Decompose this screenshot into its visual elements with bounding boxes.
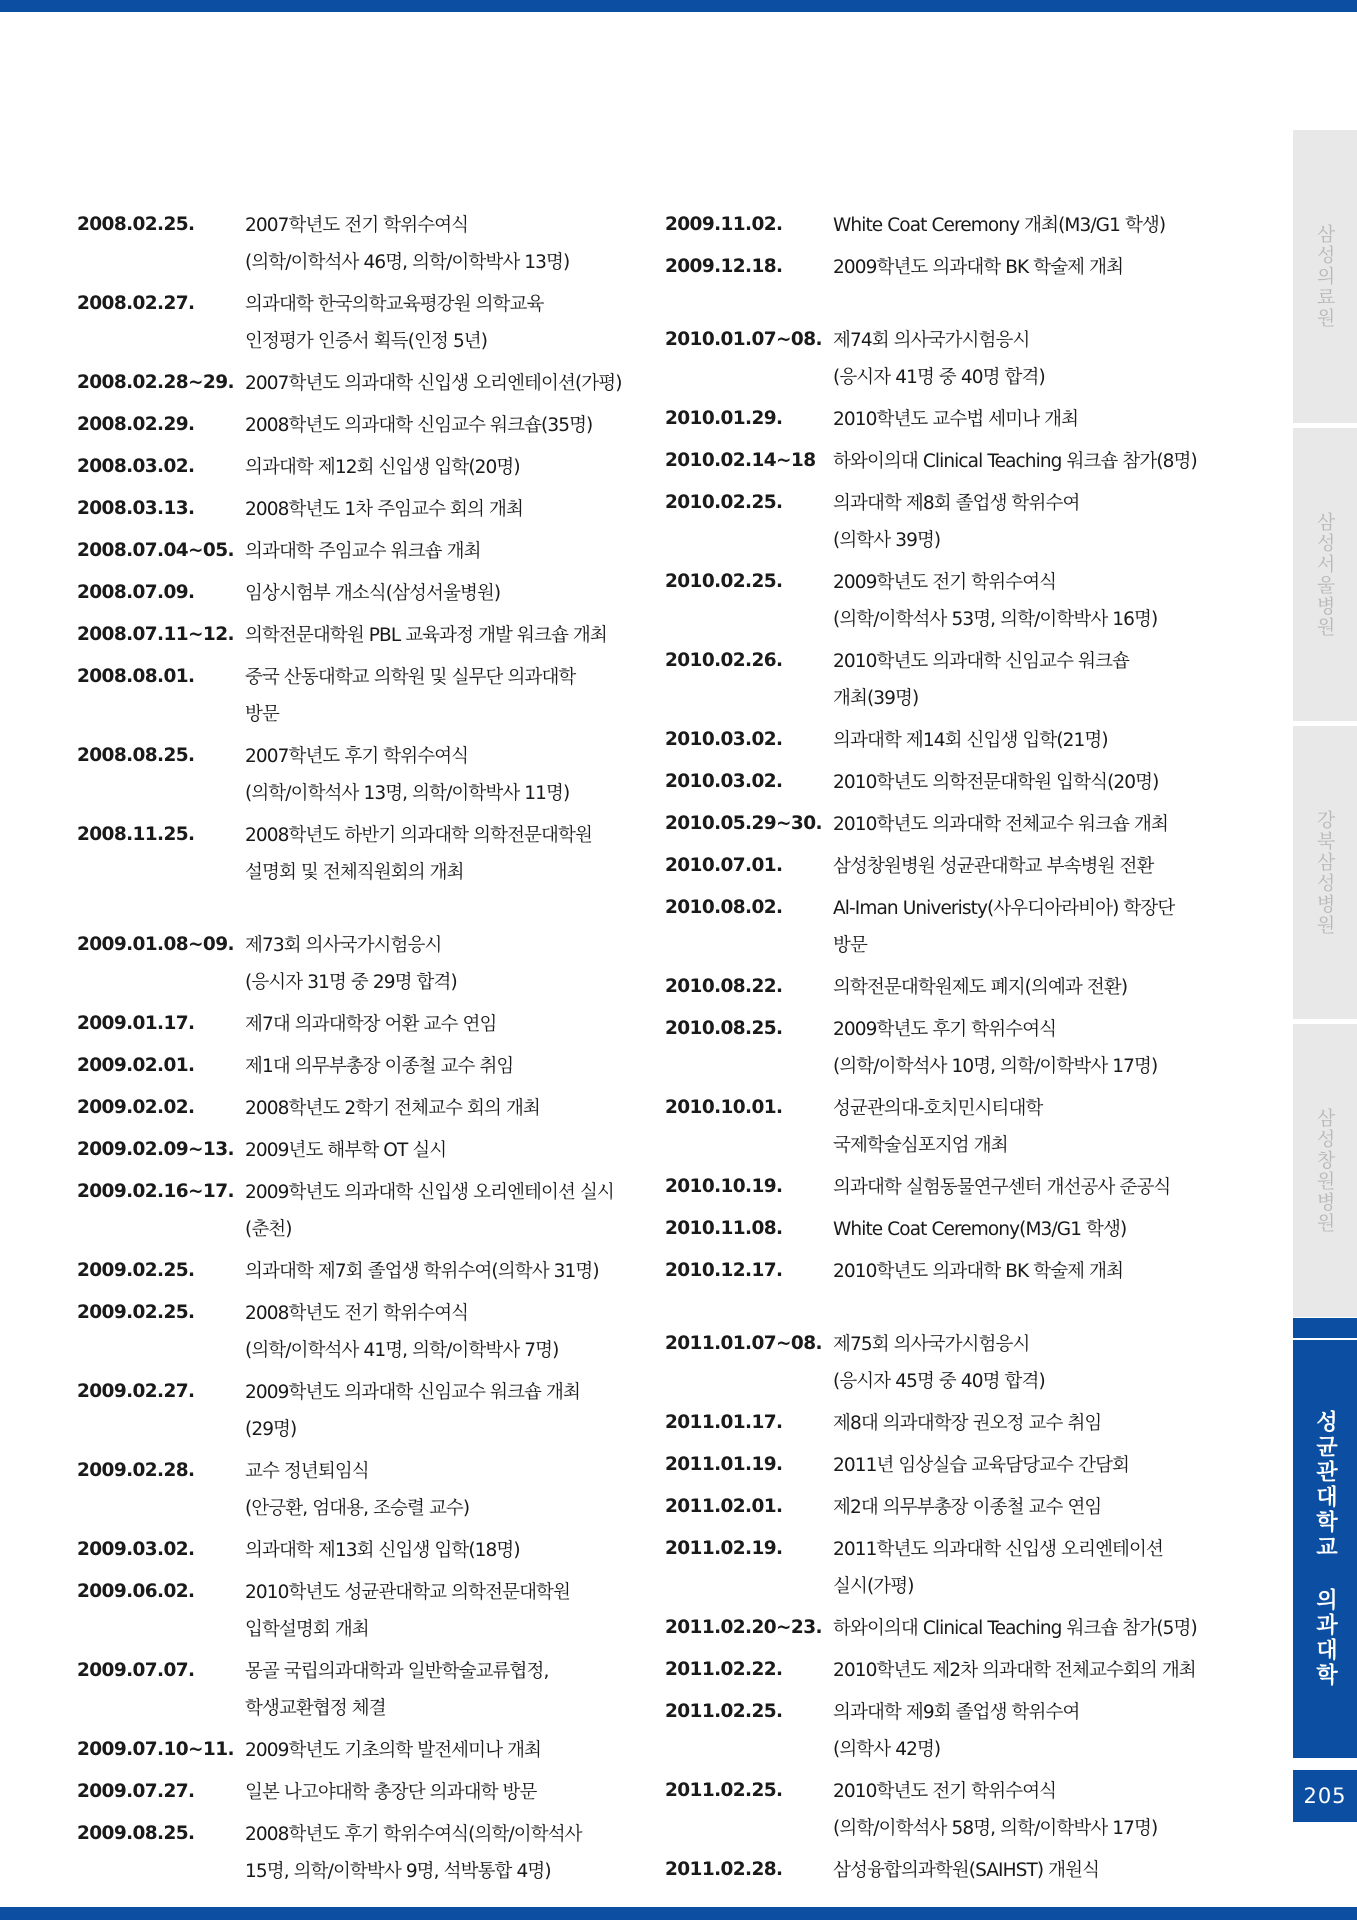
timeline-description-line: 설명회 및 전체직원회의 개최 (245, 862, 464, 883)
timeline-date: 2008.08.25. (77, 745, 195, 766)
timeline-date: 2010.07.01. (665, 855, 783, 876)
timeline-description-line: 방문 (833, 935, 867, 956)
timeline-date: 2011.02.19. (665, 1538, 783, 1559)
timeline-description (833, 1090, 1265, 1164)
timeline-description (833, 1652, 1265, 1689)
timeline-description-line: (의학/이학석사 58명, 의학/이학박사 17명) (833, 1818, 1158, 1839)
timeline-description-line: 2009학년도 의과대학 신입생 오리엔테이션 실시 (245, 1182, 614, 1203)
timeline-description (245, 927, 637, 1001)
timeline-date: 2010.08.22. (665, 976, 783, 997)
side-tab-label: 강북삼성병원 (1313, 809, 1336, 936)
timeline-entry (77, 1453, 637, 1527)
timeline-description (245, 1132, 637, 1169)
side-tab-label: 성균관대학교 의과대학 (1312, 1410, 1338, 1688)
timeline-description (833, 1694, 1265, 1768)
top-accent-bar (0, 0, 1357, 12)
timeline-description-line: (29명) (245, 1419, 297, 1440)
timeline-description (245, 659, 637, 733)
timeline-description-line: Al-Iman Univeristy(사우디아라비아) 학장단 (833, 898, 1175, 919)
timeline-description (833, 969, 1265, 1006)
timeline-description (245, 1653, 637, 1727)
timeline-description-line: 2010학년도 교수법 세미나 개최 (833, 409, 1079, 430)
timeline-date: 2011.02.01. (665, 1496, 783, 1517)
timeline-description-line: 국제학술심포지엄 개최 (833, 1135, 1008, 1156)
timeline-date: 2008.02.29. (77, 414, 195, 435)
timeline-description (833, 764, 1265, 801)
timeline-description (833, 1610, 1265, 1647)
timeline-description-line: 의과대학 실험동물연구센터 개선공사 준공식 (833, 1177, 1171, 1198)
timeline-description-line: 2008학년도 하반기 의과대학 의학전문대학원 (245, 825, 592, 846)
timeline-description-line: 2010학년도 제2차 의과대학 전체교수회의 개최 (833, 1660, 1196, 1681)
timeline-description-line: (의학사 39명) (833, 530, 941, 551)
timeline-description (833, 1169, 1265, 1206)
timeline-entry (665, 1405, 1265, 1442)
timeline-description (245, 817, 637, 891)
timeline-description-line: (응시자 41명 중 40명 합격) (833, 367, 1045, 388)
timeline-description-line: 2010학년도 성균관대학교 의학전문대학원 (245, 1582, 570, 1603)
timeline-description-line: 방문 (245, 704, 279, 725)
timeline-description-line: 하와이의대 Clinical Teaching 워크숍 참가(8명) (833, 451, 1197, 472)
timeline-description-line: 2008학년도 의과대학 신임교수 워크숍(35명) (245, 415, 593, 436)
timeline-description-line: 실시(가평) (833, 1576, 914, 1597)
timeline-description (833, 207, 1265, 244)
timeline-entry (665, 1531, 1265, 1605)
timeline-description-line: 의학전문대학원제도 폐지(의예과 전환) (833, 977, 1128, 998)
timeline-description-line: 2011학년도 의과대학 신입생 오리엔테이션 (833, 1539, 1163, 1560)
timeline-entry (665, 322, 1265, 396)
timeline-description (833, 401, 1265, 438)
timeline-description-line: White Coat Ceremony(M3/G1 학생) (833, 1219, 1127, 1240)
timeline-date: 2010.11.08. (665, 1218, 783, 1239)
timeline-date: 2009.12.18. (665, 256, 783, 277)
timeline-description (245, 491, 637, 528)
timeline-description (833, 1531, 1265, 1605)
timeline-date: 2008.07.09. (77, 582, 195, 603)
timeline-entry (77, 617, 637, 654)
timeline-entry (77, 286, 637, 360)
timeline-description-line: 제74회 의사국가시험응시 (833, 330, 1030, 351)
timeline-date: 2011.02.25. (665, 1780, 783, 1801)
timeline-date: 2009.03.02. (77, 1539, 195, 1560)
timeline-date: 2009.07.07. (77, 1660, 195, 1681)
timeline-entry (665, 643, 1265, 717)
timeline-entry (665, 1773, 1265, 1847)
page-number: 205 (1293, 1770, 1357, 1822)
timeline-date: 2011.01.07~08. (665, 1333, 822, 1354)
timeline-description (833, 848, 1265, 885)
timeline-description-line: 2007학년도 의과대학 신입생 오리엔테이션(가평) (245, 373, 622, 394)
timeline-entry (665, 1253, 1265, 1290)
timeline-description (833, 322, 1265, 396)
timeline-description (245, 1453, 637, 1527)
timeline-description-line: 삼성창원병원 성균관대학교 부속병원 전환 (833, 856, 1154, 877)
timeline-date: 2010.03.02. (665, 771, 783, 792)
timeline-date: 2008.07.11~12. (77, 624, 234, 645)
timeline-description-line: 2007학년도 전기 학위수여식 (245, 215, 469, 236)
timeline-description-line: (의학/이학석사 10명, 의학/이학박사 17명) (833, 1056, 1158, 1077)
timeline-description (245, 1090, 637, 1127)
timeline-description-line: 2010학년도 의과대학 신임교수 워크숍 (833, 651, 1130, 672)
timeline-date: 2009.02.25. (77, 1302, 195, 1323)
timeline-entry (665, 1211, 1265, 1248)
timeline-entry (77, 738, 637, 812)
timeline-description (245, 1574, 637, 1648)
timeline-date: 2010.12.17. (665, 1260, 783, 1281)
timeline-description-line: 몽골 국립의과대학과 일반학술교류협정, (245, 1661, 549, 1682)
timeline-description-line: 2009학년도 기초의학 발전세미나 개최 (245, 1740, 542, 1761)
timeline-entry (665, 1610, 1265, 1647)
timeline-description-line: 2007학년도 후기 학위수여식 (245, 746, 469, 767)
timeline-description (245, 533, 637, 570)
timeline-description (245, 1253, 637, 1290)
timeline-entry (665, 1447, 1265, 1484)
timeline-description-line: 의과대학 제14회 신입생 입학(21명) (833, 730, 1108, 751)
timeline-entry (665, 485, 1265, 559)
timeline-entry (77, 1295, 637, 1369)
timeline-description-line: 의과대학 제12회 신입생 입학(20명) (245, 457, 520, 478)
timeline-description-line: 제73회 의사국가시험응시 (245, 935, 442, 956)
timeline-date: 2009.02.09~13. (77, 1139, 234, 1160)
timeline-entry (77, 1732, 637, 1769)
timeline-entry (665, 1852, 1265, 1889)
timeline-entry (77, 1253, 637, 1290)
timeline-description-line: 2008학년도 1차 주임교수 회의 개최 (245, 499, 523, 520)
timeline-description-line: 학생교환협정 체결 (245, 1698, 386, 1719)
timeline-date: 2010.02.26. (665, 650, 783, 671)
timeline-description-line: 중국 산동대학교 의학원 및 실무단 의과대학 (245, 667, 576, 688)
timeline-entry (77, 1174, 637, 1248)
timeline-date: 2010.02.25. (665, 571, 783, 592)
timeline-entry (665, 564, 1265, 638)
timeline-date: 2008.03.02. (77, 456, 195, 477)
timeline-date: 2011.01.19. (665, 1454, 783, 1475)
timeline-description (833, 1405, 1265, 1442)
timeline-description-line: 2009년도 해부학 OT 실시 (245, 1140, 447, 1161)
timeline-entry (77, 1374, 637, 1448)
timeline-left-column (77, 207, 637, 1895)
timeline-date: 2010.10.19. (665, 1176, 783, 1197)
timeline-description (245, 286, 637, 360)
timeline-description-line: 개최(39명) (833, 688, 919, 709)
timeline-entry (77, 1816, 637, 1890)
timeline-description-line: (의학/이학석사 46명, 의학/이학박사 13명) (245, 252, 570, 273)
timeline-description (245, 1174, 637, 1248)
timeline-entry (77, 659, 637, 733)
timeline-description (833, 1211, 1265, 1248)
timeline-date: 2010.08.25. (665, 1018, 783, 1039)
side-tab-label: 삼성서울병원 (1313, 511, 1336, 638)
timeline-description-line: 제1대 의무부총장 이종철 교수 취임 (245, 1056, 514, 1077)
timeline-description (245, 738, 637, 812)
timeline-description (833, 443, 1265, 480)
side-tab-samsung-changwon-hospital[interactable] (1293, 1024, 1357, 1317)
timeline-entry (665, 1169, 1265, 1206)
timeline-description-line: 2009학년도 의과대학 BK 학술제 개최 (833, 257, 1124, 278)
timeline-date: 2008.03.13. (77, 498, 195, 519)
timeline-date: 2009.02.28. (77, 1460, 195, 1481)
timeline-description (833, 1011, 1265, 1085)
timeline-entry (77, 407, 637, 444)
timeline-date: 2008.11.25. (77, 824, 195, 845)
timeline-entry (665, 1652, 1265, 1689)
timeline-date: 2008.02.27. (77, 293, 195, 314)
timeline-date: 2009.07.27. (77, 1781, 195, 1802)
timeline-description (833, 249, 1265, 286)
timeline-entry (665, 969, 1265, 1006)
timeline-description-line: (응시자 31명 중 29명 합격) (245, 972, 457, 993)
timeline-description (245, 1732, 637, 1769)
timeline-date: 2008.02.28~29. (77, 372, 234, 393)
timeline-description-line: 임상시험부 개소식(삼성서울병원) (245, 583, 501, 604)
timeline-entry (665, 207, 1265, 244)
timeline-description-line: (응시자 45명 중 40명 합격) (833, 1371, 1045, 1392)
timeline-entry (77, 449, 637, 486)
timeline-description-line: (의학사 42명) (833, 1739, 941, 1760)
timeline-description (833, 485, 1265, 559)
timeline-entry (77, 927, 637, 1001)
timeline-description-line: 의학전문대학원 PBL 교육과정 개발 워크숍 개최 (245, 625, 607, 646)
timeline-date: 2009.02.02. (77, 1097, 195, 1118)
timeline-description-line: 2009학년도 의과대학 신임교수 워크숍 개최 (245, 1382, 580, 1403)
timeline-description (245, 365, 637, 402)
active-tab-topline (1293, 1318, 1357, 1338)
timeline-entry (665, 890, 1265, 964)
timeline-description-line: 15명, 의학/이학박사 9명, 석박통합 4명) (245, 1861, 551, 1882)
timeline-date: 2009.07.10~11. (77, 1739, 234, 1760)
timeline-entry (77, 1653, 637, 1727)
bottom-accent-bar (0, 1907, 1357, 1920)
timeline-description-line: 인정평가 인증서 획득(인정 5년) (245, 331, 488, 352)
timeline-description-line: 제2대 의무부총장 이종철 교수 연임 (833, 1497, 1102, 1518)
timeline-date: 2010.05.29~30. (665, 813, 822, 834)
timeline-description (833, 1773, 1265, 1847)
timeline-description-line: 의과대학 제8회 졸업생 학위수여 (833, 493, 1080, 514)
timeline-entry (665, 401, 1265, 438)
timeline-date: 2008.02.25. (77, 214, 195, 235)
timeline-date: 2009.06.02. (77, 1581, 195, 1602)
timeline-entry (77, 1132, 637, 1169)
timeline-entry (665, 443, 1265, 480)
timeline-description-line: 2009학년도 후기 학위수여식 (833, 1019, 1057, 1040)
timeline-description-line: 제75회 의사국가시험응시 (833, 1334, 1030, 1355)
timeline-date: 2009.08.25. (77, 1823, 195, 1844)
timeline-date: 2009.02.01. (77, 1055, 195, 1076)
timeline-description (833, 806, 1265, 843)
timeline-entry (77, 207, 637, 281)
timeline-date: 2010.02.25. (665, 492, 783, 513)
timeline-description-line: (안긍환, 엄대용, 조승렬 교수) (245, 1498, 470, 1519)
side-tab-label: 삼성의료원 (1313, 224, 1336, 329)
timeline-date: 2011.02.20~23. (665, 1617, 822, 1638)
timeline-description (833, 722, 1265, 759)
timeline-description-line: 2008학년도 전기 학위수여식 (245, 1303, 469, 1324)
timeline-description (833, 1489, 1265, 1526)
timeline-description (833, 890, 1265, 964)
timeline-description (833, 1447, 1265, 1484)
side-tab-label: 삼성창원병원 (1313, 1107, 1336, 1234)
timeline-entry (665, 764, 1265, 801)
timeline-description (245, 1532, 637, 1569)
timeline-description-line: 2010학년도 의과대학 BK 학술제 개최 (833, 1261, 1124, 1282)
timeline-description (245, 1816, 637, 1890)
timeline-date: 2010.02.14~18 (665, 450, 816, 471)
timeline-entry (77, 1048, 637, 1085)
timeline-description-line: 2010학년도 의과대학 전체교수 워크숍 개최 (833, 814, 1168, 835)
timeline-description (833, 1852, 1265, 1889)
timeline-date: 2011.02.25. (665, 1701, 783, 1722)
timeline-entry (77, 817, 637, 891)
timeline-description-line: 의과대학 한국의학교육평강원 의학교육 (245, 294, 544, 315)
timeline-description (245, 1006, 637, 1043)
timeline-description-line: (춘천) (245, 1219, 292, 1240)
timeline-date: 2009.01.17. (77, 1013, 195, 1034)
timeline-entry (77, 1006, 637, 1043)
timeline-entry (665, 722, 1265, 759)
timeline-description (245, 407, 637, 444)
timeline-date: 2009.01.08~09. (77, 934, 234, 955)
timeline-date: 2010.08.02. (665, 897, 783, 918)
timeline-description-line: 하와이의대 Clinical Teaching 워크숍 참가(5명) (833, 1618, 1197, 1639)
side-tab-samsung-seoul-hospital[interactable] (1293, 428, 1357, 721)
timeline-date: 2009.02.27. (77, 1381, 195, 1402)
timeline-entry (77, 533, 637, 570)
timeline-description-line: 의과대학 제13회 신입생 입학(18명) (245, 1540, 520, 1561)
timeline-description (833, 564, 1265, 638)
timeline-entry (665, 1694, 1265, 1768)
timeline-date: 2009.02.25. (77, 1260, 195, 1281)
timeline-description-line: 의과대학 제7회 졸업생 학위수여(의학사 31명) (245, 1261, 599, 1282)
timeline-description-line: 성균관의대-호치민시티대학 (833, 1098, 1043, 1119)
timeline-description (245, 1374, 637, 1448)
timeline-entry (77, 1574, 637, 1648)
timeline-description (245, 617, 637, 654)
timeline-description-line: 2011년 임상실습 교육담당교수 간담회 (833, 1455, 1130, 1476)
timeline-description (833, 1253, 1265, 1290)
timeline-description (245, 207, 637, 281)
timeline-date: 2011.02.22. (665, 1659, 783, 1680)
timeline-description-line: 입학설명회 개최 (245, 1619, 369, 1640)
timeline-description (245, 449, 637, 486)
timeline-date: 2011.01.17. (665, 1412, 783, 1433)
timeline-right-column (665, 207, 1265, 1894)
timeline-entry (665, 1326, 1265, 1400)
timeline-entry (665, 848, 1265, 885)
timeline-entry (77, 365, 637, 402)
side-tab-samsung-medical-center[interactable] (1293, 130, 1357, 423)
timeline-date: 2010.01.07~08. (665, 329, 822, 350)
side-tab-skku-school-of-medicine[interactable] (1293, 1340, 1357, 1758)
timeline-description (833, 643, 1265, 717)
timeline-description-line: 2008학년도 2학기 전체교수 회의 개최 (245, 1098, 540, 1119)
timeline-description-line: 제8대 의과대학장 권오정 교수 취임 (833, 1413, 1102, 1434)
timeline-description-line: 의과대학 제9회 졸업생 학위수여 (833, 1702, 1080, 1723)
timeline-entry (665, 1489, 1265, 1526)
timeline-entry (77, 1532, 637, 1569)
timeline-date: 2010.03.02. (665, 729, 783, 750)
timeline-description-line: 2008학년도 후기 학위수여식(의학/이학석사 (245, 1824, 582, 1845)
timeline-date: 2008.07.04~05. (77, 540, 234, 561)
timeline-description (833, 1326, 1265, 1400)
timeline-date: 2009.11.02. (665, 214, 783, 235)
timeline-description-line: (의학/이학석사 41명, 의학/이학박사 7명) (245, 1340, 559, 1361)
timeline-entry (665, 1011, 1265, 1085)
timeline-description (245, 575, 637, 612)
timeline-description-line: 교수 정년퇴임식 (245, 1461, 369, 1482)
timeline-entry (665, 249, 1265, 286)
timeline-description-line: 일본 나고야대학 총장단 의과대학 방문 (245, 1782, 537, 1803)
side-tab-kangbuk-samsung-hospital[interactable] (1293, 726, 1357, 1019)
timeline-description-line: White Coat Ceremony 개최(M3/G1 학생) (833, 215, 1166, 236)
timeline-description-line: 의과대학 주임교수 워크숍 개최 (245, 541, 481, 562)
timeline-description (245, 1295, 637, 1369)
timeline-entry (77, 1090, 637, 1127)
timeline-entry (665, 1090, 1265, 1164)
timeline-date: 2011.02.28. (665, 1859, 783, 1880)
timeline-entry (665, 806, 1265, 843)
timeline-date: 2008.08.01. (77, 666, 195, 687)
timeline-description-line: 2010학년도 의학전문대학원 입학식(20명) (833, 772, 1159, 793)
timeline-description-line: 2010학년도 전기 학위수여식 (833, 1781, 1057, 1802)
timeline-entry (77, 491, 637, 528)
timeline-description-line: (의학/이학석사 53명, 의학/이학박사 16명) (833, 609, 1158, 630)
timeline-date: 2009.02.16~17. (77, 1181, 234, 1202)
timeline-date: 2010.10.01. (665, 1097, 783, 1118)
timeline-description-line: 2009학년도 전기 학위수여식 (833, 572, 1057, 593)
timeline-entry (77, 575, 637, 612)
timeline-description (245, 1774, 637, 1811)
timeline-date: 2010.01.29. (665, 408, 783, 429)
timeline-entry (77, 1774, 637, 1811)
timeline-description (245, 1048, 637, 1085)
timeline-description-line: 삼성융합의과학원(SAIHST) 개원식 (833, 1860, 1100, 1881)
timeline-description-line: (의학/이학석사 13명, 의학/이학박사 11명) (245, 783, 570, 804)
timeline-description-line: 제7대 의과대학장 어환 교수 연임 (245, 1014, 497, 1035)
